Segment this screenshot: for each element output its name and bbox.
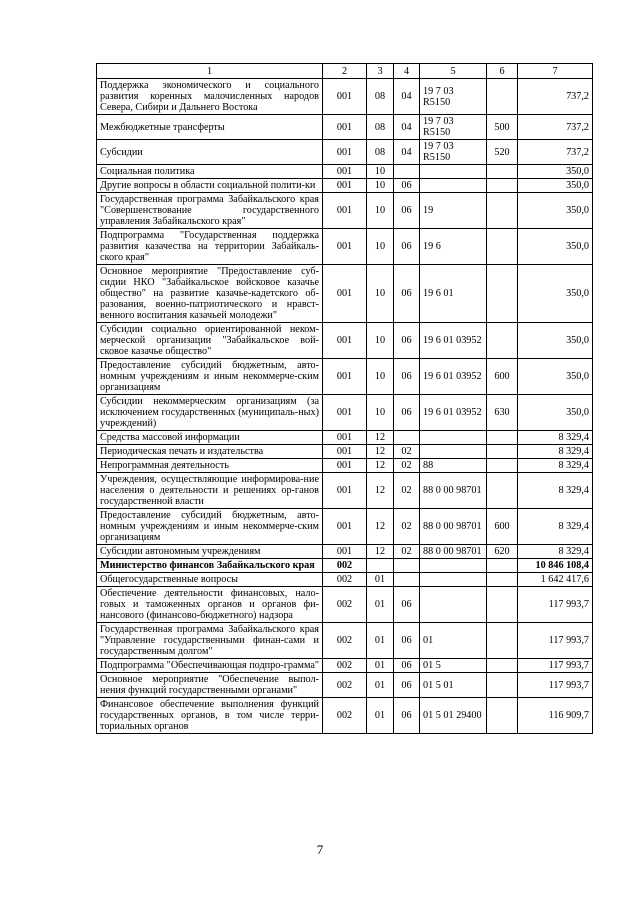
row-amount-cell: 8 329,4 (518, 459, 593, 473)
row-name-cell: Основное мероприятие "Обеспечение выпол-нения функций государственными органами" (97, 673, 323, 698)
row-ministry-code-cell: 001 (323, 265, 367, 323)
row-section-cell: 12 (367, 459, 394, 473)
row-target-article-cell: 19 6 01 03952 (420, 395, 487, 431)
table-row (97, 573, 593, 587)
row-target-article-cell: 01 5 (420, 659, 487, 673)
row-target-article-cell: 88 0 00 98701 (420, 473, 487, 509)
row-subsection-cell: 04 (394, 79, 420, 115)
row-section-cell: 01 (367, 623, 394, 659)
row-section-cell: 01 (367, 698, 394, 734)
table-row (97, 395, 593, 431)
header-cell-3: 3 (367, 64, 394, 79)
row-name-cell: Предоставление субсидий бюджетным, авто-номным учреждениям и иным некоммерче-ским организациям (97, 509, 323, 545)
row-subsection-cell (394, 559, 420, 573)
row-target-article-cell: 01 (420, 623, 487, 659)
row-target-article-cell: 88 (420, 459, 487, 473)
row-name-cell: Межбюджетные трансферты (97, 115, 323, 140)
row-expense-type-cell (487, 573, 518, 587)
table-row (97, 431, 593, 445)
row-expense-type-cell (487, 79, 518, 115)
row-expense-type-cell (487, 587, 518, 623)
row-target-article-cell (420, 179, 487, 193)
row-amount-cell: 8 329,4 (518, 431, 593, 445)
row-target-article-cell: 19 (420, 193, 487, 229)
row-target-article-cell: 01 5 01 29400 (420, 698, 487, 734)
row-target-article-cell: 19 7 03 R5150 (420, 79, 487, 115)
row-section-cell: 10 (367, 229, 394, 265)
row-name-cell: Подпрограмма "Обеспечивающая подпро-грамма" (97, 659, 323, 673)
row-amount-cell: 8 329,4 (518, 509, 593, 545)
row-expense-type-cell: 620 (487, 545, 518, 559)
row-expense-type-cell (487, 445, 518, 459)
table-row (97, 115, 593, 140)
row-section-cell: 10 (367, 265, 394, 323)
row-ministry-code-cell: 001 (323, 115, 367, 140)
row-amount-cell: 350,0 (518, 359, 593, 395)
row-amount-cell: 8 329,4 (518, 545, 593, 559)
row-amount-cell: 350,0 (518, 265, 593, 323)
row-target-article-cell: 19 6 01 (420, 265, 487, 323)
row-name-cell: Государственная программа Забайкальского края "Совершенствование государственного управления Забайкальского края" (97, 193, 323, 229)
row-subsection-cell: 06 (394, 659, 420, 673)
row-name-cell: Поддержка экономического и социального развития коренных малочисленных народов Севера, Сибири и Дальнего Востока (97, 79, 323, 115)
row-subsection-cell: 02 (394, 473, 420, 509)
row-section-cell: 10 (367, 323, 394, 359)
row-subsection-cell (394, 165, 420, 179)
row-name-cell: Средства массовой информации (97, 431, 323, 445)
row-subsection-cell: 02 (394, 445, 420, 459)
row-ministry-code-cell: 001 (323, 431, 367, 445)
row-ministry-code-cell: 001 (323, 229, 367, 265)
row-target-article-cell (420, 573, 487, 587)
row-section-cell: 01 (367, 659, 394, 673)
header-cell-4: 4 (394, 64, 420, 79)
row-name-cell: Обеспечение деятельности финансовых, нало-говых и таможенных органов и органов фи-нансового (финансово-бюджетного) надзора (97, 587, 323, 623)
table-body (97, 79, 593, 734)
row-subsection-cell: 06 (394, 229, 420, 265)
row-section-cell: 10 (367, 165, 394, 179)
header-cell-6: 6 (487, 64, 518, 79)
row-expense-type-cell: 600 (487, 359, 518, 395)
row-expense-type-cell: 600 (487, 509, 518, 545)
row-subsection-cell: 06 (394, 179, 420, 193)
row-section-cell: 08 (367, 140, 394, 165)
row-target-article-cell (420, 431, 487, 445)
row-amount-cell: 117 993,7 (518, 587, 593, 623)
row-expense-type-cell (487, 559, 518, 573)
row-target-article-cell: 19 7 03 R5150 (420, 115, 487, 140)
row-name-cell: Другие вопросы в области социальной полити-ки (97, 179, 323, 193)
row-name-cell: Субсидии некоммерческим организациям (за исключением государственных (муниципаль-ных) учреждений) (97, 395, 323, 431)
row-subsection-cell: 02 (394, 545, 420, 559)
row-amount-cell: 350,0 (518, 165, 593, 179)
row-ministry-code-cell: 002 (323, 623, 367, 659)
row-expense-type-cell (487, 265, 518, 323)
table-row (97, 587, 593, 623)
table-row (97, 698, 593, 734)
row-subsection-cell: 06 (394, 265, 420, 323)
row-target-article-cell: 19 6 (420, 229, 487, 265)
row-subsection-cell: 06 (394, 587, 420, 623)
row-section-cell: 10 (367, 179, 394, 193)
row-expense-type-cell (487, 459, 518, 473)
row-expense-type-cell: 630 (487, 395, 518, 431)
row-subsection-cell: 02 (394, 509, 420, 545)
row-ministry-code-cell: 001 (323, 459, 367, 473)
header-cell-5: 5 (420, 64, 487, 79)
row-amount-cell: 737,2 (518, 140, 593, 165)
budget-table (96, 63, 593, 734)
row-name-cell: Субсидии социально ориентированной неком-мерческой организации "Забайкальское вой-сковое казачье общество" (97, 323, 323, 359)
row-expense-type-cell (487, 229, 518, 265)
table-row (97, 165, 593, 179)
row-ministry-code-cell: 001 (323, 79, 367, 115)
row-amount-cell: 10 846 108,4 (518, 559, 593, 573)
table-row (97, 673, 593, 698)
row-target-article-cell (420, 165, 487, 179)
row-section-cell: 01 (367, 673, 394, 698)
table-row (97, 509, 593, 545)
row-expense-type-cell: 500 (487, 115, 518, 140)
row-section-cell (367, 559, 394, 573)
table-row (97, 659, 593, 673)
row-expense-type-cell (487, 623, 518, 659)
row-amount-cell: 350,0 (518, 229, 593, 265)
row-amount-cell: 8 329,4 (518, 473, 593, 509)
row-expense-type-cell (487, 698, 518, 734)
row-name-cell: Подпрограмма "Государственная поддержка развития казачества на территории Забайкаль-ского края" (97, 229, 323, 265)
row-name-cell: Субсидии (97, 140, 323, 165)
row-name-cell: Министерство финансов Забайкальского края (97, 559, 323, 573)
row-ministry-code-cell: 001 (323, 473, 367, 509)
row-expense-type-cell (487, 431, 518, 445)
row-expense-type-cell (487, 323, 518, 359)
row-subsection-cell: 06 (394, 193, 420, 229)
header-cell-7: 7 (518, 64, 593, 79)
row-section-cell: 12 (367, 509, 394, 545)
row-expense-type-cell (487, 179, 518, 193)
table-row (97, 79, 593, 115)
row-ministry-code-cell: 001 (323, 323, 367, 359)
header-cell-2: 2 (323, 64, 367, 79)
row-subsection-cell: 06 (394, 698, 420, 734)
row-name-cell: Периодическая печать и издательства (97, 445, 323, 459)
row-section-cell: 01 (367, 587, 394, 623)
row-section-cell: 08 (367, 79, 394, 115)
row-subsection-cell: 06 (394, 673, 420, 698)
row-subsection-cell: 06 (394, 359, 420, 395)
row-expense-type-cell (487, 673, 518, 698)
row-name-cell: Непрограммная деятельность (97, 459, 323, 473)
row-name-cell: Социальная политика (97, 165, 323, 179)
row-section-cell: 12 (367, 431, 394, 445)
row-ministry-code-cell: 001 (323, 359, 367, 395)
row-subsection-cell: 02 (394, 459, 420, 473)
row-target-article-cell: 88 0 00 98701 (420, 545, 487, 559)
row-subsection-cell: 06 (394, 623, 420, 659)
table-row (97, 179, 593, 193)
table-row (97, 545, 593, 559)
row-subsection-cell (394, 431, 420, 445)
row-target-article-cell: 01 5 01 (420, 673, 487, 698)
header-cell-1: 1 (97, 64, 323, 79)
row-ministry-code-cell: 001 (323, 545, 367, 559)
table-row (97, 140, 593, 165)
row-name-cell: Учреждения, осуществляющие информирова-ние населения о деятельности и решениях ор-ганов государственной власти (97, 473, 323, 509)
row-subsection-cell: 04 (394, 115, 420, 140)
row-amount-cell: 117 993,7 (518, 673, 593, 698)
row-amount-cell: 1 642 417,6 (518, 573, 593, 587)
row-name-cell: Субсидии автономным учреждениям (97, 545, 323, 559)
row-section-cell: 12 (367, 445, 394, 459)
row-ministry-code-cell: 002 (323, 559, 367, 573)
row-subsection-cell: 04 (394, 140, 420, 165)
row-name-cell: Основное мероприятие "Предоставление суб-сидии НКО "Забайкальское войсковое казачье общество" на развитие казачье-кадетского об-разования, военно-патриотического и нравст-венного воспитания казачьей молодежи" (97, 265, 323, 323)
row-amount-cell: 350,0 (518, 179, 593, 193)
row-target-article-cell: 19 6 01 03952 (420, 359, 487, 395)
table-row (97, 559, 593, 573)
row-ministry-code-cell: 002 (323, 673, 367, 698)
row-amount-cell: 350,0 (518, 193, 593, 229)
row-name-cell: Государственная программа Забайкальского края "Управление государственными финан-сами и государственным долгом" (97, 623, 323, 659)
row-ministry-code-cell: 001 (323, 140, 367, 165)
row-section-cell: 10 (367, 359, 394, 395)
table-row (97, 459, 593, 473)
row-section-cell: 12 (367, 545, 394, 559)
row-subsection-cell (394, 573, 420, 587)
row-ministry-code-cell: 001 (323, 193, 367, 229)
row-name-cell: Общегосударственные вопросы (97, 573, 323, 587)
row-ministry-code-cell: 002 (323, 587, 367, 623)
row-ministry-code-cell: 001 (323, 395, 367, 431)
row-ministry-code-cell: 001 (323, 445, 367, 459)
table-row (97, 445, 593, 459)
table-header-row (97, 64, 593, 79)
row-target-article-cell (420, 559, 487, 573)
row-expense-type-cell (487, 193, 518, 229)
row-amount-cell: 350,0 (518, 323, 593, 359)
row-name-cell: Финансовое обеспечение выполнения функций государственных органов, в том числе терри-ториальных органов (97, 698, 323, 734)
row-target-article-cell (420, 445, 487, 459)
row-ministry-code-cell: 001 (323, 509, 367, 545)
row-ministry-code-cell: 002 (323, 659, 367, 673)
row-target-article-cell (420, 587, 487, 623)
table-row (97, 193, 593, 229)
row-ministry-code-cell: 001 (323, 165, 367, 179)
table-row (97, 623, 593, 659)
row-amount-cell: 8 329,4 (518, 445, 593, 459)
row-target-article-cell: 19 6 01 03952 (420, 323, 487, 359)
row-amount-cell: 350,0 (518, 395, 593, 431)
row-section-cell: 01 (367, 573, 394, 587)
row-amount-cell: 737,2 (518, 79, 593, 115)
row-amount-cell: 117 993,7 (518, 623, 593, 659)
row-name-cell: Предоставление субсидий бюджетным, авто-номным учреждениям и иным некоммерче-ским организациям (97, 359, 323, 395)
table-row (97, 229, 593, 265)
table-row (97, 323, 593, 359)
row-expense-type-cell (487, 659, 518, 673)
table-row (97, 359, 593, 395)
row-amount-cell: 117 993,7 (518, 659, 593, 673)
row-subsection-cell: 06 (394, 323, 420, 359)
row-expense-type-cell (487, 473, 518, 509)
row-subsection-cell: 06 (394, 395, 420, 431)
row-expense-type-cell (487, 165, 518, 179)
row-section-cell: 12 (367, 473, 394, 509)
row-expense-type-cell: 520 (487, 140, 518, 165)
row-target-article-cell: 88 0 00 98701 (420, 509, 487, 545)
row-section-cell: 08 (367, 115, 394, 140)
table-row (97, 265, 593, 323)
row-ministry-code-cell: 001 (323, 179, 367, 193)
row-target-article-cell: 19 7 03 R5150 (420, 140, 487, 165)
row-section-cell: 10 (367, 395, 394, 431)
row-ministry-code-cell: 002 (323, 573, 367, 587)
row-amount-cell: 116 909,7 (518, 698, 593, 734)
row-amount-cell: 737,2 (518, 115, 593, 140)
row-section-cell: 10 (367, 193, 394, 229)
page-number: 7 (316, 842, 324, 857)
row-ministry-code-cell: 002 (323, 698, 367, 734)
table-row (97, 473, 593, 509)
